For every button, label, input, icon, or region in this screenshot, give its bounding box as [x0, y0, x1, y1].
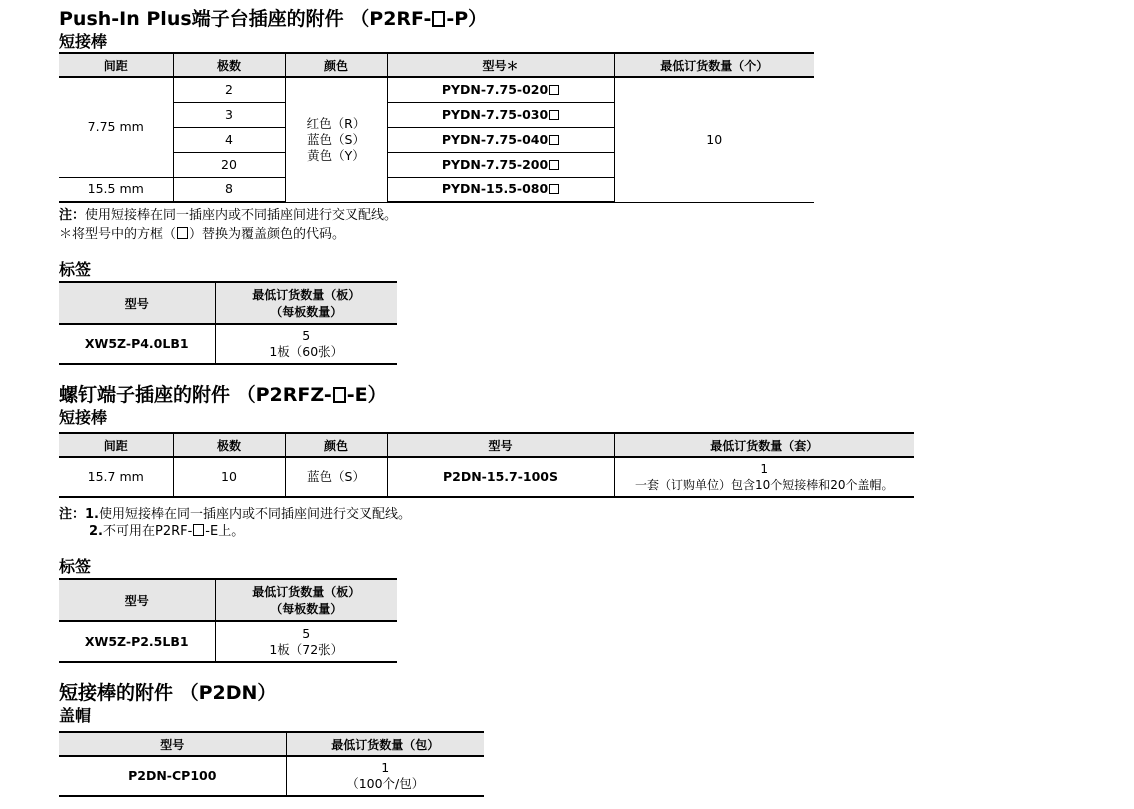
col-header-moq: 最低订货数量（包） — [286, 732, 484, 756]
placeholder-box-icon — [549, 184, 559, 194]
section2-note-2: 2.不可用在P2RF- -E上。 — [89, 524, 245, 539]
section1-subtitle-jumper: 短接棒 — [59, 32, 108, 51]
moq-cell: 5 1板（60张） — [215, 324, 397, 364]
placeholder-box-icon — [193, 524, 204, 536]
section1-subtitle-label: 标签 — [59, 260, 92, 279]
jumper-table-p2rfz — [59, 432, 914, 498]
col-header-poles: 极数 — [173, 433, 285, 457]
label-table-p4 — [59, 281, 397, 365]
model-cell: P2DN-15.7-100S — [387, 457, 614, 497]
model-cell: PYDN-15.5-080 — [387, 177, 614, 202]
section2-subtitle-jumper: 短接棒 — [59, 408, 108, 427]
section1-title: Push-In Plus端子台插座的附件 （P2RF- -P） — [59, 8, 488, 30]
model-cell: XW5Z-P2.5LB1 — [59, 621, 215, 662]
poles-cell: 2 — [173, 77, 285, 102]
section3-subtitle-cap: 盖帽 — [59, 706, 92, 725]
poles-cell: 20 — [173, 152, 285, 177]
color-cell: 蓝色（S） — [285, 457, 387, 497]
col-header-moq: 最低订货数量（板） （每板数量） — [215, 282, 397, 324]
placeholder-box-icon — [432, 11, 445, 27]
color-cell: 红色（R） 蓝色（S） 黄色（Y） — [285, 77, 387, 202]
poles-cell: 8 — [173, 177, 285, 202]
placeholder-box-icon — [549, 135, 559, 145]
jumper-table-p2rf — [59, 52, 814, 203]
moq-cell: 10 — [614, 77, 814, 202]
col-header-model: 型号 — [387, 433, 614, 457]
pitch-cell: 15.7 mm — [59, 457, 173, 497]
section1-note-asterisk: ＊将型号中的方框（ ）替换为覆盖颜色的代码。 — [59, 227, 346, 242]
col-header-color: 颜色 — [285, 53, 387, 77]
placeholder-box-icon — [549, 160, 559, 170]
col-header-moq: 最低订货数量（套） — [614, 433, 914, 457]
section3-title: 短接棒的附件 （P2DN） — [59, 682, 277, 704]
col-header-color: 颜色 — [285, 433, 387, 457]
section1-note: 注：使用短接棒在同一插座内或不同插座间进行交叉配线。 — [59, 208, 398, 223]
section2-note-1: 注：1.使用短接棒在同一插座内或不同插座间进行交叉配线。 — [59, 507, 412, 522]
placeholder-box-icon — [177, 227, 188, 239]
col-header-poles: 极数 — [173, 53, 285, 77]
model-cell: XW5Z-P4.0LB1 — [59, 324, 215, 364]
col-header-pitch: 间距 — [59, 433, 173, 457]
col-header-model: 型号 — [59, 579, 215, 621]
placeholder-box-icon — [333, 387, 346, 403]
section2-subtitle-label: 标签 — [59, 557, 92, 576]
cap-table — [59, 731, 484, 797]
pitch-cell: 15.5 mm — [59, 177, 173, 202]
model-cell: PYDN-7.75-040 — [387, 127, 614, 152]
model-cell: P2DN-CP100 — [59, 756, 286, 796]
col-header-model: 型号＊ — [387, 53, 614, 77]
model-cell: PYDN-7.75-030 — [387, 102, 614, 127]
pitch-cell: 7.75 mm — [59, 77, 173, 177]
col-header-model: 型号 — [59, 282, 215, 324]
placeholder-box-icon — [549, 110, 559, 120]
poles-cell: 10 — [173, 457, 285, 497]
section2-title: 螺钉端子插座的附件 （P2RFZ- -E） — [59, 384, 387, 406]
moq-cell: 1 （100个/包） — [286, 756, 484, 796]
poles-cell: 3 — [173, 102, 285, 127]
model-cell: PYDN-7.75-020 — [387, 77, 614, 102]
col-header-moq: 最低订货数量（板） （每板数量） — [215, 579, 397, 621]
poles-cell: 4 — [173, 127, 285, 152]
moq-cell: 5 1板（72张） — [215, 621, 397, 662]
placeholder-box-icon — [549, 85, 559, 95]
label-table-p2 — [59, 578, 397, 663]
model-cell: PYDN-7.75-200 — [387, 152, 614, 177]
col-header-moq: 最低订货数量（个） — [614, 53, 814, 77]
col-header-model: 型号 — [59, 732, 286, 756]
col-header-pitch: 间距 — [59, 53, 173, 77]
moq-cell: 1 一套（订购单位）包含10个短接棒和20个盖帽。 — [614, 457, 914, 497]
